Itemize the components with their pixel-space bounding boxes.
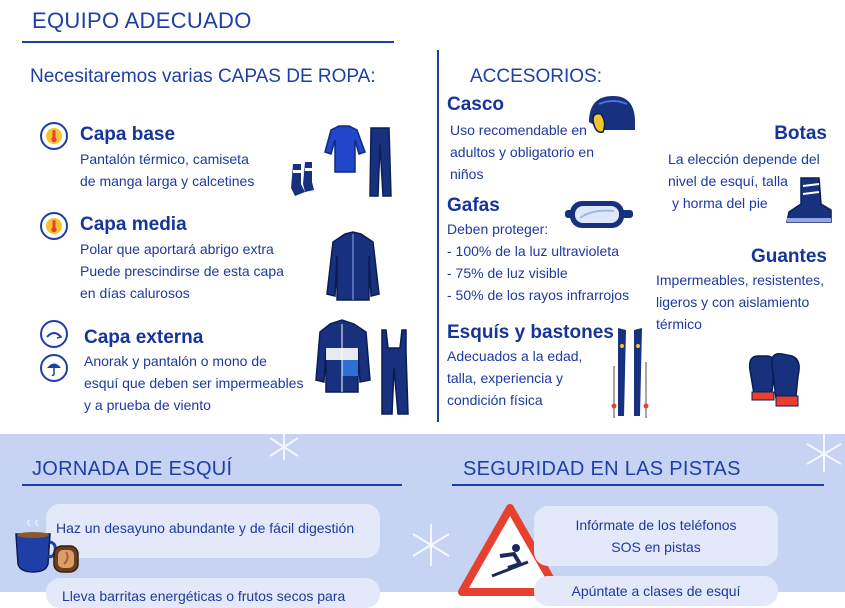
- tip-snacks: Lleva barritas energéticas o frutos secos para: [62, 588, 346, 604]
- guantes-title: Guantes: [750, 246, 827, 267]
- section-title-equipo: EQUIPO ADECUADO: [32, 8, 252, 33]
- text-line: Deben proteger:: [447, 221, 549, 237]
- text-line: SOS en pistas: [611, 539, 701, 555]
- text-line: La elección depende del: [668, 151, 820, 167]
- text-line: Adecuados a la edad,: [447, 348, 583, 364]
- helmet-icon: [585, 92, 639, 140]
- text-line: talla, experiencia y: [447, 370, 563, 386]
- divider: [22, 484, 402, 486]
- text-line: térmico: [656, 316, 702, 332]
- gafas-title: Gafas: [447, 195, 500, 216]
- breakfast-cup-icon: [14, 520, 80, 578]
- tip-breakfast: Haz un desayuno abundante y de fácil digestión: [56, 520, 355, 536]
- goggles-icon: [564, 198, 634, 232]
- gloves-icon: [744, 350, 806, 410]
- jornada-heading: JORNADA DE ESQUÍ: [32, 458, 233, 480]
- text-line: Infórmate de los teléfonos: [575, 517, 737, 533]
- text-line: Pantalón térmico, camiseta: [80, 151, 249, 167]
- layer-title-base: Capa base: [80, 124, 176, 145]
- thermometer-icon: [40, 122, 68, 150]
- umbrella-icon: [40, 354, 68, 382]
- text-line: de manga larga y calcetines: [80, 173, 255, 189]
- base-layer-clothes-icon: [283, 122, 395, 204]
- column-divider: [437, 50, 439, 422]
- layer-desc-media: [80, 238, 284, 304]
- tip-sos-phones: [534, 514, 778, 558]
- guantes-desc: [656, 269, 824, 335]
- text-line: Uso recomendable en: [450, 122, 587, 138]
- layer-desc-base: [80, 148, 254, 192]
- text-line: y horma del pie: [672, 195, 768, 211]
- ski-jacket-pants-icon: [314, 318, 410, 418]
- accesorios-heading: ACCESORIOS:: [470, 66, 602, 87]
- text-line: condición física: [447, 392, 543, 408]
- divider: [22, 41, 394, 43]
- snowflake-icon: [803, 434, 845, 474]
- text-line: Anorak y pantalón o mono de: [84, 353, 267, 369]
- snowflake-icon: [410, 522, 452, 568]
- snowflake-icon: [262, 434, 306, 462]
- text-line: y a prueba de viento: [84, 397, 211, 413]
- thermometer-icon: [40, 212, 68, 240]
- text-line: en días calurosos: [80, 285, 190, 301]
- esquis-title: Esquís y bastones: [447, 322, 614, 343]
- text-line: Impermeables, resistentes,: [656, 272, 825, 288]
- fleece-jacket-icon: [325, 230, 381, 302]
- casco-desc: [450, 119, 594, 185]
- text-line: - 50% de los rayos infrarrojos: [447, 287, 630, 303]
- casco-title: Casco: [447, 94, 505, 115]
- wind-icon: [40, 320, 68, 348]
- text-line: adultos y obligatorio en: [450, 144, 594, 160]
- text-line: esquí que deben ser impermeables: [84, 375, 304, 391]
- text-line: - 75% de luz visible: [447, 265, 568, 281]
- layer-desc-externa: [84, 350, 303, 416]
- text-line: niños: [450, 166, 484, 182]
- text-line: nivel de esquí, talla: [668, 173, 788, 189]
- skis-poles-icon: [604, 326, 652, 420]
- divider: [452, 484, 824, 486]
- ski-boot-icon: [785, 176, 833, 226]
- seguridad-heading: SEGURIDAD EN LAS PISTAS: [463, 458, 741, 480]
- esquis-desc: [447, 345, 582, 411]
- botas-title: Botas: [774, 123, 827, 144]
- layer-title-externa: Capa externa: [84, 327, 204, 348]
- text-line: Polar que aportará abrigo extra: [80, 241, 274, 257]
- text-line: - 100% de la luz ultravioleta: [447, 243, 619, 259]
- layer-title-media: Capa media: [80, 214, 187, 235]
- text-line: Puede prescindirse de esta capa: [80, 263, 284, 279]
- text-line: ligeros y con aislamiento: [656, 294, 810, 310]
- layers-subheading: Necesitaremos varias CAPAS DE ROPA:: [30, 66, 376, 87]
- tip-ski-classes: Apúntate a clases de esquí: [571, 583, 741, 599]
